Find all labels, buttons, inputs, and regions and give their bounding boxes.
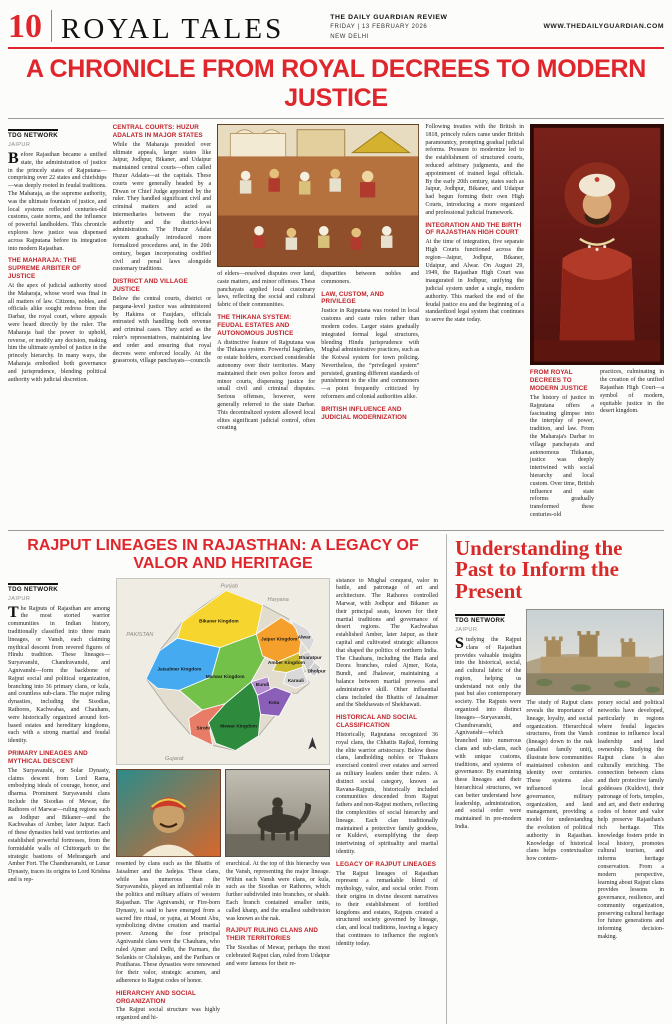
article-paragraph: of elders—resolved disputes over land, caste matters, and minor offenses. These panchayats applied local customary laws, reflecting the social and cultural fabric of their communities. <box>217 271 316 309</box>
bottom-section <box>8 530 664 1024</box>
rajasthan-kingdoms-map-figure <box>116 578 330 765</box>
article-paragraph: disparities between nobles and commoners. <box>321 271 420 285</box>
article-paragraph: The study of Rajput clans reveals the importance of lineage, loyalty, and social organization. Hierarchical structures, from the Vansh (lineage) down to the nak (smallest family unit), illustrate how communities maintained cohesion and identity over centuries. These systems also influenced local governance, military organization, and land management, providing a model for understanding the evolution of political authority in Rajasthan. Knowledge of historical clans helps contextualize how contem- <box>526 700 593 863</box>
article-understanding-past <box>446 534 664 1024</box>
byline-network: TDG NETWORK <box>455 614 505 624</box>
article-paragraph: The Sisodias of Mewar, perhaps the most celebrated Rajput clan, ruled from Udaipur and were famous for their re- <box>226 945 331 967</box>
article-paragraph: The history of justice in Rajputana offers a fascinating glimpse into the interplay of power, tradition, and law. From the Maharaja's Darbar to village panchayats and autonomous Thikanas, justice was deeply intertwined with social hierarchy and local custom. Over time, British influence and state reforms gradually transformed these centuries-old <box>529 394 594 518</box>
map-label-karauli: Karauli <box>287 678 304 684</box>
map-label-jaipur: Jaipur Kingdom <box>260 637 298 643</box>
fort-landscape-figure <box>526 609 664 695</box>
article2-photos <box>116 769 330 857</box>
website-link[interactable]: WWW.THEDAILYGUARDIAN.COM <box>543 22 664 30</box>
byline <box>8 578 110 602</box>
article3-col1 <box>455 609 521 945</box>
maharaja-portrait-image <box>530 124 664 365</box>
article1-col6 <box>530 124 664 523</box>
article-paragraph: The Rajput social structure was highly organized and hi- <box>115 1007 220 1022</box>
section-subhead: PRIMARY LINEAGES AND MYTHICAL DESCENT <box>8 750 88 765</box>
article3-body <box>455 609 664 945</box>
article-lineages <box>8 534 438 1024</box>
article1-col6-text <box>530 369 664 522</box>
article1-col6B <box>600 369 664 522</box>
article-paragraph: Historically, Rajputana recognized 36 royal clans, the Chhattis Rajkul, forming the elite warrior aristocracy. Below these clans, landholding nobles or Thakurs exercised control over estates and served as military leaders under their rulers. A distinct social category, known as Ravana-Rajputs, historically included communities descended from Rajput fathers and non-Rajput mothers, reflecting the complexities of social hierarchy and lineage. Each clan traditionally maintained a protective family goddess, or Kuldevi, exemplifying the deep intertwining of spirituality and martial identity. <box>336 731 438 855</box>
article2-col4 <box>336 578 438 1024</box>
publication-info <box>330 13 447 42</box>
article2-midA <box>116 861 220 1024</box>
article2-middle <box>116 578 330 1024</box>
map-label-pakistan: PAKISTAN <box>126 631 154 638</box>
article3-headline: Understanding the Past to Inform the Present <box>455 535 623 603</box>
article2-middle-text <box>116 861 330 1024</box>
article1-col6A <box>530 369 594 522</box>
map-label-bundi: Bundi <box>255 682 270 688</box>
article1-midA <box>217 271 315 436</box>
section-subhead: THE THIKANA SYSTEM: FEUDAL ESTATES AND AUTONOMOUS JUSTICE <box>217 313 294 337</box>
map-label-amber: Amber Kingdom <box>267 660 305 666</box>
horse-rider-photo-image <box>225 769 330 857</box>
article-paragraph: Below the central courts, district or pargana-level justice was administered by Hakims or Faujdars, officials entrusted with handling both revenue and criminal cases. They acted as the ruler's representatives, maintaining law and order and ensuring that royal decrees were enforced locally. At the grassroots, village panchayats—councils <box>112 295 212 365</box>
fort-landscape-image <box>526 609 664 695</box>
byline-city: JAIPUR <box>8 595 31 602</box>
article-paragraph: resented by clans such as the Bhattis of Jaisalmer and the Jadejas. These clans, while less numerous than the Suryavanshis, played an influential role in the politics and military affairs of western Rajasthan. The Agnivanshi, or Fire-born Dynasty, is said to have emerged from a sacred fire ritual, or yajna, at Mount Abu, symbolizing divine creation and martial power. Among the four principal Agnivanshi clans were the Chauhans, who ruled Ajmer and Delhi, the Parmars, the Solankis or Chalukyas, and the Parihars or Pratiharas. These dynasties were renowned for their valor, strategic acumen, and adherence to Rajput codes of honor. <box>115 860 220 984</box>
map-label-haryana: Haryana <box>267 596 289 603</box>
byline <box>455 609 521 633</box>
article1-middle <box>217 124 419 523</box>
map-label-bharatpur: Bharatpur <box>298 655 322 661</box>
rajput-portrait-illustration-figure <box>116 769 221 857</box>
article3-colB <box>598 700 664 945</box>
byline-city: JAIPUR <box>455 626 478 633</box>
section-subhead: RAJPUT RULING CLANS AND THEIR TERRITORIES <box>226 927 318 943</box>
rajasthan-kingdoms-map <box>117 579 329 764</box>
royal-court-painting-image <box>217 124 419 267</box>
publication-date: FRIDAY | 13 FEBRUARY 2026 <box>330 24 428 31</box>
article-paragraph: Justice in Rajputana was rooted in local customs and caste rules rather than modern codes. Larger states gradually integrated formal legal structures, blending Hindu jurisprudence with Mughal administrative practices, such as the Kotwal system for town policing. Nevertheless, the “privileged system” persisted, granting different standards of punishment to the elite and commoners—a point frequently criticized by reformers and colonial authorities alike. <box>321 308 420 401</box>
map-label-dholpur: Dholpur <box>307 669 326 675</box>
masthead-divider <box>51 10 52 42</box>
article-paragraph: The Rajputs of Rajasthan are among the most storied warrior communities in Indian history, traditionally classified into three main lineages, or Vansh, each claiming mythical descent from revered figures of Hindu tradition. These lineages—Suryavanshi, Chandravanshi, and Agnivanshi—form the backbone of Rajput social and political organization, branching into 36 primary clans, or kula, and countless sub-clans. The major ruling dynasties, including the Sisodias, Rathores, Kachwahas, and Chauhans, were historically organized around fort-based estates and hereditary kingdoms, each with a strong martial and feudal identity. <box>8 603 110 745</box>
map-label-sirohi: Sirohi <box>196 726 211 732</box>
section-subhead: LAW, CUSTOM, AND PRIVILEGE <box>321 290 385 306</box>
masthead <box>8 6 664 49</box>
section-subhead: INTEGRATION AND THE BIRTH OF RAJASTHAN HIGH COURT <box>425 221 522 237</box>
publication-city: NEW DELHI <box>330 33 369 40</box>
article-paragraph: At the apex of judicial authority stood the Maharaja, whose word was final in all matters of law. Citizens, nobles, and officials alike sought redress from the Darbar, the royal court, where appeals were heard directly by the ruler. The Maharaja had the power to uphold, reverse, or modify any decision, making him the ultimate symbol of justice in the princely hierarchy. In many ways, the Maharaja embodied both governance and jurisprudence, blending political authority with judicial discretion. <box>8 282 107 383</box>
section-title: ROYAL TALES <box>61 12 285 45</box>
court-painting-figure <box>217 124 419 267</box>
article-paragraph: Following treaties with the British in 1818, princely rulers came under British paramountcy, prompting gradual judicial reforms. Pressure to modernize led to the establishment of structured courts, reduced arbitrary judgments, and the appointment of trained legal officials. By the early 20th century, states such as Jaipur, Jodhpur, Bikaner, and Udaipur had begun forming their own High Courts, introducing a more organized and professional judicial framework. <box>425 124 524 216</box>
article-justice <box>8 55 664 523</box>
section-subhead: BRITISH INFLUENCE AND JUDICIAL MODERNIZATION <box>321 405 407 421</box>
section-subhead: FROM ROYAL DECREES TO MODERN JUSTICE <box>529 369 588 393</box>
rajput-turban-portrait-image <box>116 769 221 857</box>
article-paragraph: Before Rajasthan became a unified state, the administration of justice in the princely states of Rajputana—comprising over 22 states and chiefships—was deeply rooted in feudal traditions. The Maharaja, as the supreme authority, was the ultimate fountain of justice, and local systems reflected centuries-old customs, caste norms, and the influence of powerful landholders. This chronicle explores how justice was dispensed across Rajputana before its integration into modern Rajasthan. <box>8 150 107 252</box>
article1-col2 <box>113 124 212 523</box>
article3-colA <box>526 700 592 945</box>
map-label-punjab: Punjab <box>220 583 238 590</box>
byline <box>8 124 107 148</box>
article2-headline: RAJPUT LINEAGES IN RAJASTHAN: A LEGACY OF VALOR AND HERITAGE <box>27 536 419 572</box>
article-paragraph: porary social and political networks have developed, particularly in regions where feudal legacies continue to influence local leadership and land ownership. Studying the Rajput clans is also culturally enriching. The connection between clans and their protective family goddesses (Kuldevi), their patronage of forts, temples, and art, and their enduring codes of honor and valor help preserve Rajasthan's rich heritage. This knowledge fosters pride in local history, promotes cultural tourism, and informs heritage conservation. From a modern perspective, learning about Rajput clans provides lessons in governance, resilience, and community organization, preserving cultural heritage for future generations and informing decision-making. <box>597 700 664 941</box>
section-subhead: LEGACY OF RAJPUT LINEAGES <box>336 860 437 868</box>
article-paragraph: erarchical. At the top of this hierarchy was the Vansh, representing the major lineage. Within each Vansh were clans, or kula, such as the Sisodias or Rathores, which further subdivided into branches, or shakh. Each branch contained smaller units, called khanp, and the smallest subdivision was known as the nak. <box>226 860 331 922</box>
byline-network: TDG NETWORK <box>8 129 58 139</box>
map-label-marwar: Marwar Kingdom <box>205 674 245 680</box>
article-paragraph: Studying the Rajput clans of Rajasthan provides valuable insights into the historical, social, and cultural fabric of the region, helping us understand not only the past but also contemporary society. The Rajputs were organized into distinct lineages—Suryavanshi, Chandravanshi, and Agnivanshi—which branched into numerous clans and sub-clans, each with unique customs, traditions, and systems of governance. By examining these lineages and their hierarchical structures, we can better understand how leadership, administration, and social order were maintained in pre-modern India. <box>455 634 522 831</box>
article-paragraph: The Rajput lineages of Rajasthan represent a remarkable blend of mythology, valor, and social order. From their origins in divine descent narratives to their establishment of fortified kingdoms and estates, Rajputs created a structured society governed by lineage, clan, and local traditions, leaving a legacy that continues to influence the region's identity today. <box>336 870 438 947</box>
article1-middle-text <box>217 271 419 436</box>
article1-midB <box>321 271 419 436</box>
article-paragraph: At the time of integration, five separate High Courts functioned across the region—Jaipur, Jodhpur, Bikaner, Udaipur, and Alwar. On August 29, 1949, the Rajasthan High Court was inaugurated in Jodhpur, unifying the judicial system under a single, modern authority. This marked the end of the feudal justice era and the beginning of a standardized legal system that continues to serve the state today. <box>425 239 524 324</box>
article-paragraph: practices, culminating in the creation of the unified Rajasthan High Court—a symbol of modern, equitable justice in the desert kingdom. <box>599 369 664 415</box>
section-subhead: HISTORICAL AND SOCIAL CLASSIFICATION <box>336 714 417 730</box>
article1-headline: A CHRONICLE FROM ROYAL DECREES TO MODERN JUSTICE <box>8 55 664 119</box>
section-subhead: THE MAHARAJA: THE SUPREME ARBITER OF JUSTICE <box>8 257 81 281</box>
horse-rider-photo-figure <box>225 769 330 857</box>
map-label-bikaner: Bikaner Kingdom <box>199 619 239 625</box>
byline-city: JAIPUR <box>8 142 31 148</box>
page-number: 10 <box>8 8 42 46</box>
map-label-alwar: Alwar <box>297 634 311 640</box>
article2-midB <box>226 861 330 1024</box>
publication-name: THE DAILY GUARDIAN REVIEW <box>330 13 448 21</box>
byline-network: TDG NETWORK <box>8 583 58 593</box>
article1-col1 <box>8 124 107 523</box>
article1-body <box>8 124 664 523</box>
section-subhead: CENTRAL COURTS: HUZUR ADALATS IN MAJOR STATES <box>112 124 203 139</box>
article-paragraph: sistance to Mughal conquest, valor in battle, and patronage of art and architecture. The Rathores controlled Marwar, with Jodhpur and Bikaner as their principal seats, known for their martial traditions and governance of desert regions. The Kachwahas established Amber, later Jaipur, as their capital and cultivated strategic alliances that shaped the politics of northern India. The Chauhans, including the Hada and Deora branches, ruled Ajmer, Kota, Bundi, and Jhalawar, maintaining a balance between martial prowess and administrative skill. Other influential clans included the Bhattis of Jaisalmer and the Shekhawats of Shekhawati. <box>336 577 438 709</box>
article2-body <box>8 578 438 1024</box>
map-label-jaisalmer: Jaisalmer Kingdom <box>157 667 202 673</box>
map-label-mewar: Mewar Kingdom <box>220 724 258 730</box>
article-paragraph: While the Maharaja presided over ultimate appeals, larger states like Jaipur, Jodhpur, Bikaner, and Udaipur maintained central courts—often called Huzur Adalats—at the capitals. These courts were generally headed by a Diwan or Chief Judge appointed by the ruler. They handled significant civil and criminal matters and acted as intermediaries between the royal authority and the district-level administration. The Huzur Adalat system gradually introduced more formalized procedures and, in the 20th century, began incorporating codified civil and penal laws alongside customary traditions. <box>112 141 212 273</box>
map-label-gujarat: Gujarat <box>164 755 184 762</box>
section-subhead: DISTRICT AND VILLAGE JUSTICE <box>112 278 188 294</box>
section-subhead: HIERARCHY AND SOCIAL ORGANIZATION <box>115 989 196 1005</box>
map-label-kota: Kota <box>268 700 280 706</box>
article1-col5 <box>425 124 524 523</box>
article2-col1 <box>8 578 110 1024</box>
royal-portrait-figure <box>530 124 664 365</box>
article-paragraph: The Suryavanshi, or Solar Dynasty, claims descent from Lord Rama, embodying ideals of courage, honor, and dharma. Prominent Suryavanshi clans include the Sisodias of Mewar, the Rathores of Marwar—ruling regions such as Jodhpur and Bikaner—and the Kachwahas of Amber, later Jaipur. Each of these dynasties held vast territories and established powerful fortresses, from the formidable walls of Chittorgarh to the strategic bastions of Mehrangarh and Amber Fort. The Chandravanshi, or Lunar Dynasty, traces its origins to Lord Krishna and is rep- <box>8 767 110 883</box>
article-paragraph: A distinctive feature of Rajputana was the Thikana system. Powerful Jagirdars, or estate holders, exercised considerable autonomy over their territories. Many maintained their own police forces and minor courts, dispensing justice for small civil and criminal disputes. Serious offenses, however, were generally referred to the state Darbar. This decentralized system allowed local elites significant judicial control, often creating <box>217 339 316 432</box>
